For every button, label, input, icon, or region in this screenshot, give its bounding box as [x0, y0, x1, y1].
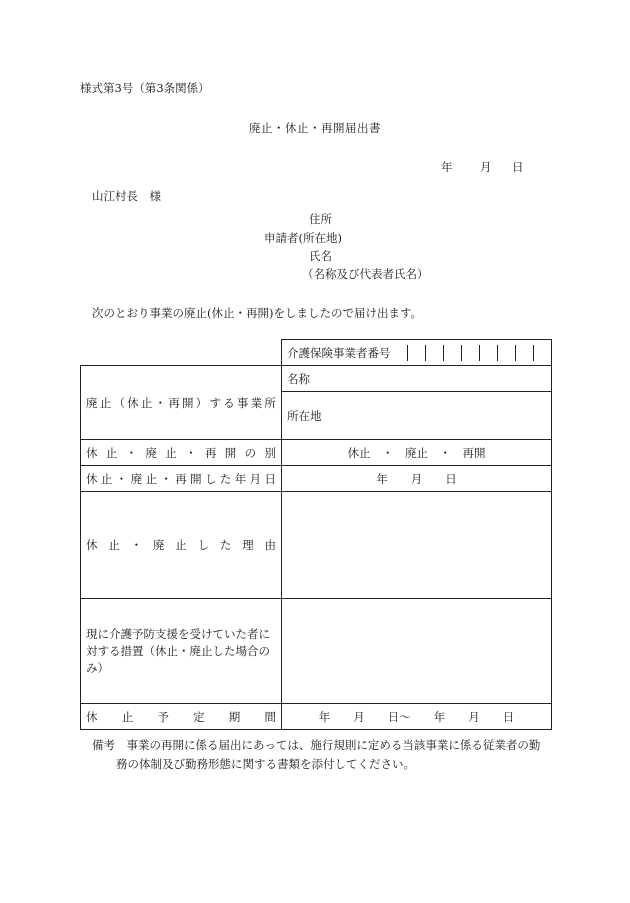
reason-value-cell[interactable]: [282, 492, 552, 599]
applicant-name-label: 氏名: [309, 249, 332, 263]
type-label-cell: [81, 440, 282, 466]
remarks: [92, 736, 562, 774]
reason-label-cell: [81, 492, 282, 599]
form-number: 様式第3号（第3条関係）: [80, 81, 210, 95]
label-char: ・: [125, 445, 138, 460]
applicant-representative-label: （名称及び代表者氏名）: [302, 267, 429, 281]
period-value: 年 月 日〜 年 月 日: [318, 709, 515, 724]
office-location-cell[interactable]: [282, 392, 552, 440]
label-char: 止: [99, 395, 112, 410]
provider-digit-box[interactable]: [498, 345, 516, 361]
label-char: 開: [224, 445, 237, 460]
period-label-cell: [81, 704, 282, 730]
provider-number-label: 介護保険事業者番号: [282, 345, 408, 361]
provider-digit-box[interactable]: [462, 345, 480, 361]
provider-digit-box[interactable]: [426, 345, 444, 361]
label-char: 予: [157, 709, 169, 724]
office-label-cell: [81, 366, 282, 440]
label-char: 止: [145, 471, 157, 486]
label-char: ）: [195, 395, 208, 410]
remarks-line-2: 務の体制及び勤務形態に関する書類を添付してください。: [116, 757, 415, 771]
label-char: 休: [86, 471, 98, 486]
label-char: た: [219, 471, 232, 486]
office-location-label: 所在地: [287, 408, 322, 423]
label-char: 廃: [145, 445, 157, 460]
label-char: 止: [140, 395, 153, 410]
label-char: 止: [108, 538, 120, 552]
period-value-cell[interactable]: [282, 704, 552, 730]
label-char: 再: [175, 471, 187, 486]
label-char: 年: [234, 471, 247, 486]
date-value-cell[interactable]: [282, 466, 552, 492]
type-options: 休止 ・ 廃止 ・ 再開: [347, 445, 486, 460]
provider-digit-box[interactable]: [516, 345, 534, 361]
label-char: 所: [264, 395, 276, 410]
period-label: [86, 709, 276, 725]
date-month-label: 月: [480, 160, 492, 174]
label-char: 止: [165, 445, 177, 460]
measures-value-cell[interactable]: [282, 599, 552, 704]
date-year-label: 年: [441, 160, 453, 174]
reason-label: [86, 537, 276, 553]
label-char: ・: [130, 538, 143, 552]
label-char: 休: [127, 395, 139, 410]
intro-text: 次のとおり事業の廃止(休止・再開)をしましたので届け出ます。: [92, 306, 423, 320]
label-char: 月: [249, 471, 262, 486]
label-char: 休: [86, 445, 98, 460]
office-label: [86, 395, 276, 411]
type-options-cell[interactable]: [282, 440, 552, 466]
label-char: 休: [86, 709, 98, 724]
date-day-label: 日: [512, 160, 524, 174]
label-char: ・: [115, 471, 128, 486]
applicant-label: 申請者(所在地): [264, 231, 342, 245]
date-label: [86, 471, 276, 487]
label-char: 止: [175, 538, 187, 552]
label-char: （: [113, 395, 125, 410]
label-char: の: [244, 445, 257, 460]
label-char: 別: [264, 445, 276, 460]
measures-label: 現に介護予防支援を受けていた者に対する措置（休止・廃止した場合のみ）: [86, 626, 270, 675]
remarks-line-1: 備考 事業の再開に係る届出にあっては、施行規則に定める当該事業に係る従業者の勤: [92, 738, 541, 752]
label-char: 休: [86, 538, 98, 552]
applicant-address-label: 住所: [309, 212, 332, 226]
label-char: ・: [185, 445, 197, 460]
label-char: 日: [264, 471, 276, 486]
label-char: 再: [168, 395, 180, 410]
provider-number-cell: [282, 340, 552, 366]
label-char: 廃: [130, 471, 143, 486]
provider-digit-box[interactable]: [480, 345, 498, 361]
label-char: し: [205, 471, 217, 486]
label-char: 間: [264, 709, 276, 724]
label-char: 廃: [86, 395, 98, 410]
measures-label-cell: [81, 599, 282, 704]
document-title: 廃止・休止・再開届出書: [249, 121, 381, 135]
label-char: 開: [190, 471, 202, 486]
label-char: る: [223, 395, 235, 410]
label-char: す: [209, 395, 221, 410]
label-char: 定: [193, 709, 205, 724]
provider-digit-box[interactable]: [408, 345, 426, 361]
label-char: 止: [121, 709, 134, 724]
office-name-cell[interactable]: [282, 366, 552, 392]
label-char: ・: [160, 471, 172, 486]
label-char: 廃: [152, 538, 165, 552]
label-char: た: [219, 538, 232, 552]
label-char: 理: [242, 538, 254, 552]
type-label: [86, 445, 276, 461]
label-char: 事: [236, 395, 249, 410]
label-char: 止: [105, 445, 118, 460]
label-char: 開: [182, 395, 194, 410]
office-name-label: 名称: [287, 371, 310, 386]
addressee: 山江村長 様: [92, 189, 161, 203]
label-char: ・: [154, 395, 167, 410]
label-char: 期: [228, 709, 241, 724]
date-value: 年 月 日: [376, 471, 457, 486]
provider-digit-box[interactable]: [534, 345, 551, 361]
label-char: 再: [204, 445, 217, 460]
date-label-cell: [81, 466, 282, 492]
label-char: し: [197, 538, 210, 552]
label-char: 止: [100, 471, 113, 486]
label-char: 由: [264, 538, 276, 552]
notification-table: [80, 339, 552, 730]
provider-digit-box[interactable]: [444, 345, 462, 361]
blank-cell: [81, 340, 282, 366]
label-char: 業: [250, 395, 263, 410]
